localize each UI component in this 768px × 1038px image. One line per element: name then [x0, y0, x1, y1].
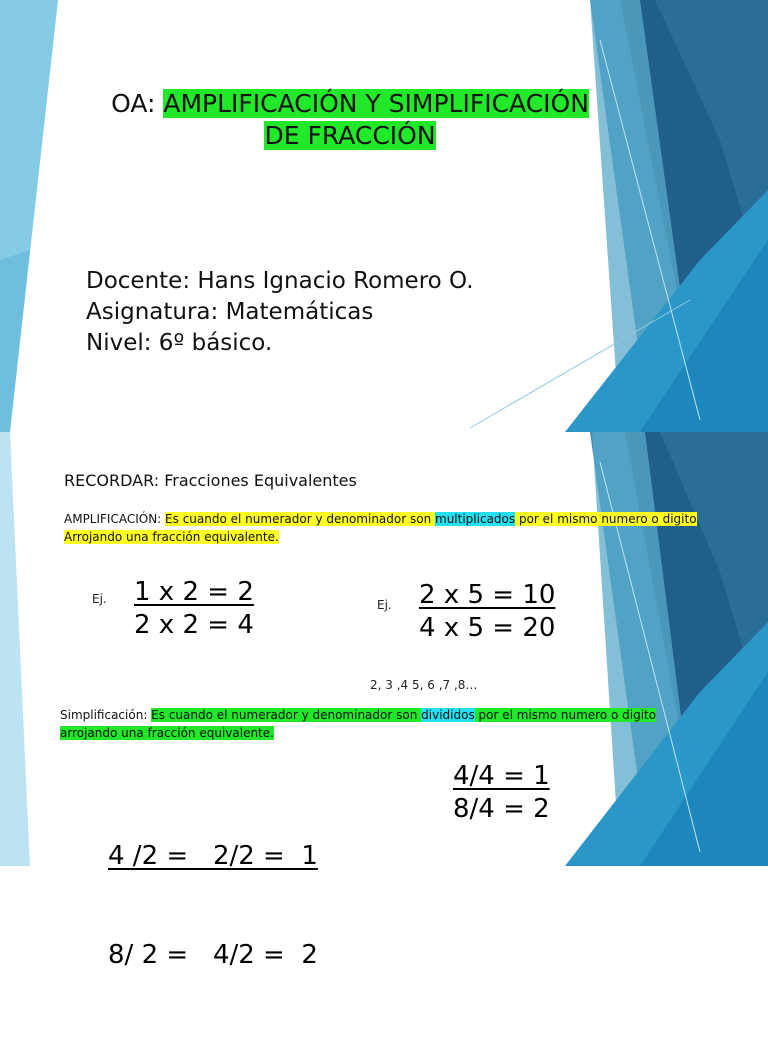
teacher-name: Docente: Hans Ignacio Romero O.	[86, 268, 474, 294]
simplification-keyword: divididos	[421, 708, 475, 722]
amplification-text: Es cuando el numerador y denominador son	[165, 512, 436, 526]
amplification-line2: Arrojando una fracción equivalente.	[64, 530, 279, 544]
simplification-definition	[60, 706, 750, 742]
amplification-definition	[64, 510, 754, 546]
simplification-text-end: por el mismo numero o digito	[474, 708, 657, 722]
slide-decoration	[0, 0, 768, 432]
content-slide	[0, 432, 768, 970]
example-4-fraction	[453, 760, 550, 826]
example-label: Ej.	[377, 598, 392, 612]
grade-level: Nivel: 6º básico.	[86, 330, 273, 356]
fraction-denominator: 8/ 2 = 4/2 = 2	[108, 940, 318, 970]
title-line2: DE FRACCIÓN	[264, 121, 436, 150]
example-2-fraction	[419, 579, 555, 645]
left-accent-shape	[0, 432, 30, 866]
subject: Asignatura: Matemáticas	[86, 299, 374, 325]
amplification-keyword: multiplicados	[435, 512, 516, 526]
title-line1: AMPLIFICACIÓN Y SIMPLIFICACIÓN	[163, 89, 589, 118]
left-accent-highlight	[0, 0, 58, 260]
title-slide	[0, 0, 768, 432]
simplification-label: Simplificación:	[60, 708, 152, 722]
example-1-fraction	[134, 576, 254, 642]
fraction-denominator: 2 x 2 = 4	[134, 610, 254, 640]
fraction-numerator: 2 x 5 = 10	[419, 580, 556, 610]
fraction-numerator: 4/4 = 1	[453, 761, 550, 791]
fraction-numerator: 1 x 2 = 2	[134, 577, 254, 607]
simplification-line2: arrojando una fracción equivalente.	[60, 726, 274, 740]
example-3-fraction	[108, 774, 318, 1038]
title-prefix: OA:	[111, 89, 164, 118]
fraction-numerator: 4 /2 = 2/2 = 1	[108, 841, 318, 871]
fraction-denominator: 4 x 5 = 20	[419, 613, 556, 643]
section-heading: RECORDAR: Fracciones Equivalentes	[64, 471, 357, 490]
amplification-text-end: por el mismo numero o digito	[515, 512, 697, 526]
simplification-text: Es cuando el numerador y denominador son	[151, 708, 422, 722]
example-label: Ej.	[92, 592, 107, 606]
number-sequence: 2, 3 ,4 5, 6 ,7 ,8…	[370, 678, 478, 692]
page-title	[60, 88, 640, 152]
fraction-denominator: 8/4 = 2	[453, 794, 550, 824]
teacher-info	[86, 266, 474, 359]
amplification-label: AMPLIFICACIÓN:	[64, 512, 166, 526]
